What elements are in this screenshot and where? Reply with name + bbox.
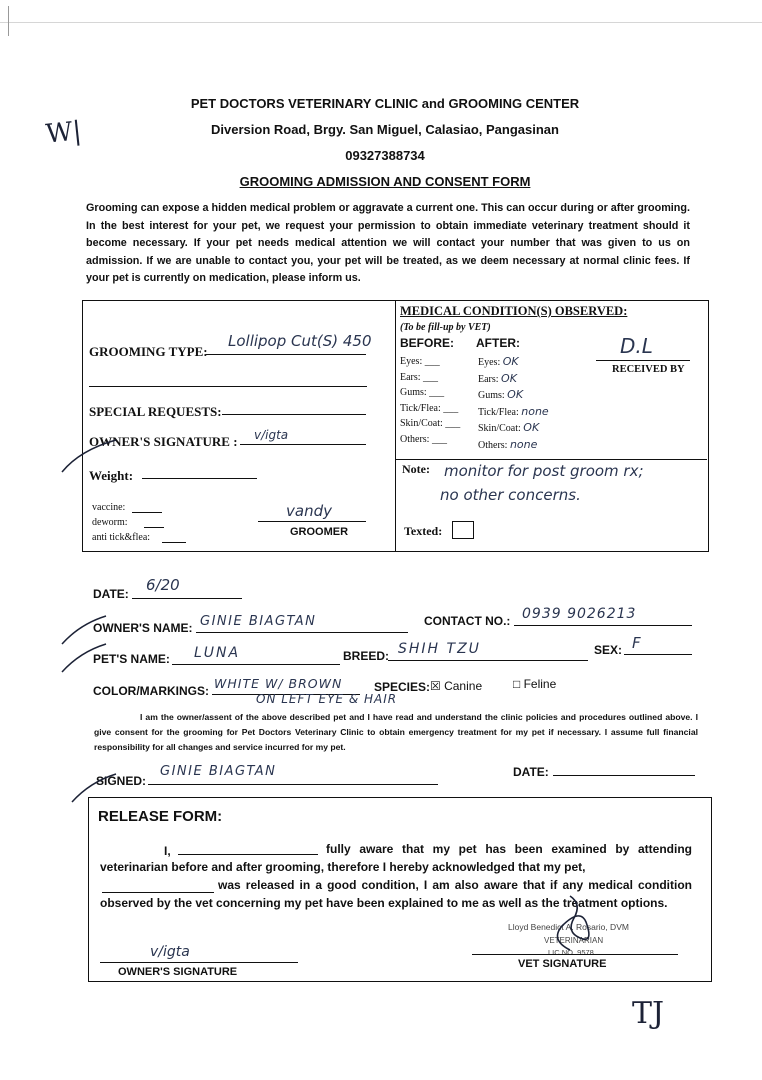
pets-name-check (60, 640, 110, 676)
after-item: Gums: OK (478, 388, 524, 401)
scan-edge-tick (8, 6, 9, 36)
before-item: Others: ___ (400, 433, 447, 445)
breed-line (388, 660, 588, 661)
grooming-type-value: Lollipop Cut(S) 450 (228, 332, 372, 350)
color-markings-value-2: ON LEFT EYE & HAIR (256, 692, 398, 706)
before-item: Skin/Coat: ___ (400, 418, 461, 429)
signed-date-line (553, 775, 695, 776)
sex-label: SEX: (594, 643, 623, 657)
received-by-label: RECEIVED BY (612, 364, 685, 375)
breed-label: BREED: (343, 649, 390, 663)
owners-signature-line (240, 444, 366, 445)
sex-value: F (632, 634, 641, 652)
grooming-type-label: GROOMING TYPE: (89, 344, 208, 359)
anti-tick-label: anti tick&flea: (92, 532, 151, 543)
contact-line (514, 625, 692, 626)
margin-mark-top-left: W| (44, 116, 83, 150)
margin-mark-bottom-right: TJ (632, 996, 665, 1031)
after-item: Eyes: OK (478, 355, 519, 368)
vet-signature-scribble (540, 888, 610, 958)
owners-signature-label: OWNER'S SIGNATURE : (89, 434, 238, 449)
before-label: BEFORE: (400, 336, 454, 350)
date-value: 6/20 (146, 576, 180, 594)
release-form-title: RELEASE FORM: (98, 808, 223, 825)
release-owner-signature-label: OWNER'S SIGNATURE (118, 966, 238, 978)
grooming-type-line-2 (89, 386, 367, 387)
after-item: Tick/Flea: none (478, 404, 549, 418)
before-item: Eyes: ___ (400, 356, 440, 367)
release-text-part3: was released in a good condition, I am also aware that if any medical condition observed by the vet concerning my pet have been explained to me as well as the treatment options. (100, 878, 692, 910)
after-label: AFTER: (476, 336, 520, 350)
pets-name-label: PET'S NAME: (93, 652, 170, 666)
sex-line (624, 654, 692, 655)
vet-signature-label: VET SIGNATURE (518, 958, 607, 970)
before-item: Tick/Flea: ___ (400, 402, 459, 414)
pets-name-value: LUNA (194, 645, 241, 661)
after-item: Ears: OK (478, 371, 517, 385)
release-owner-signature-value: v/igta (150, 944, 190, 960)
signed-value: GINIE BIAGTAN (160, 764, 277, 779)
owners-name-line (196, 632, 408, 633)
texted-checkbox[interactable] (452, 521, 474, 539)
color-markings-value-1: WHITE W/ BROWN (214, 676, 343, 691)
note-line-1: monitor for post groom rx; (444, 462, 644, 480)
before-item: Ears: ___ (400, 371, 439, 383)
clinic-name: PET DOCTORS VETERINARY CLINIC and GROOMING CENTER (190, 96, 580, 111)
clinic-phone: 09327388734 (345, 148, 425, 163)
note-label: Note: (402, 462, 430, 476)
medical-title: MEDICAL CONDITION(S) OBSERVED: (400, 304, 628, 318)
special-requests-line (222, 414, 366, 415)
after-list (478, 354, 549, 453)
contact-label: CONTACT NO.: (424, 614, 511, 628)
species-label: SPECIES: (374, 680, 431, 694)
weight-line (142, 478, 257, 479)
deworm-label: deworm: (92, 517, 128, 528)
after-item: Others: none (478, 437, 538, 451)
before-list (400, 354, 460, 447)
pets-name-line (172, 664, 340, 665)
owners-name-value: GINIE BIAGTAN (200, 614, 317, 629)
scan-edge-line (0, 22, 762, 23)
vet-signature-line (472, 954, 678, 955)
groomer-label: GROOMER (290, 526, 349, 538)
release-owner-signature-line (100, 962, 298, 963)
form-title: GROOMING ADMISSION AND CONSENT FORM (239, 174, 531, 189)
vaccine-line (132, 512, 162, 513)
weight-label: Weight: (89, 468, 134, 483)
breed-value: SHIH TZU (398, 641, 481, 657)
before-item: Gums: ___ (400, 387, 445, 398)
grooming-type-line (206, 354, 366, 355)
anti-tick-line (162, 542, 186, 543)
note-line-2: no other concerns. (440, 486, 581, 504)
medical-subtitle: (To be fill-up by VET) (400, 322, 491, 333)
release-text-part2: fully aware that my pet has been examined by attending veterinarian before and after grooming, therefore I hereby acknowledged that my pet, (100, 842, 692, 874)
clinic-address: Diversion Road, Brgy. San Miguel, Calasiao, Pangasinan (211, 122, 559, 137)
owners-signature-value: v/igta (254, 428, 289, 442)
signed-line (148, 784, 438, 785)
box-divider (395, 300, 396, 552)
after-item: Skin/Coat: OK (478, 421, 540, 434)
consent-text: I am the owner/assent of the above described pet and I have read and understand the clinic policies and procedures outlined above. I give consent for the grooming for Pet Doctors Veterinary Clinic to obtain emergency treatment for my pet if necessary. I assume full financial responsibility for all changes and service incurred for my pet. (94, 712, 698, 752)
received-by-initials: D.L (620, 334, 653, 358)
vaccine-label: vaccine: (92, 502, 126, 513)
vet-stamp-name: Lloyd Benedict A. Rosario, DVM (508, 922, 629, 932)
texted-label: Texted: (404, 524, 443, 538)
date-line (132, 598, 242, 599)
signed-date-label: DATE: (513, 765, 549, 779)
groomer-signature: vandy (286, 502, 332, 520)
received-by-line (596, 360, 690, 361)
release-text-i: I, (164, 844, 171, 858)
color-markings-label: COLOR/MARKINGS: (93, 684, 209, 698)
groomer-line (258, 521, 366, 522)
signed-label: SIGNED: (96, 774, 147, 788)
contact-value: 0939 9026213 (522, 606, 637, 622)
species-feline[interactable]: □ Feline (513, 677, 557, 691)
special-requests-label: SPECIAL REQUESTS: (89, 404, 222, 419)
vet-stamp-title: VETERINARIAN (544, 936, 604, 945)
box-inner-divider (395, 459, 707, 460)
deworm-line (144, 527, 164, 528)
date-label: DATE: (93, 587, 129, 601)
owners-name-label: OWNER'S NAME: (93, 621, 193, 635)
species-canine[interactable]: ☒ Canine (430, 679, 483, 693)
intro-paragraph: Grooming can expose a hidden medical problem or aggravate a current one. This can occur during or after grooming. In the best interest for your pet, we request your permission to obtain immediate veterinary treatment should it become necessary. If your pet needs medical attention we will contact your number that was given to us on admission. If we are unable to contact you, your pet will be treated, as we deem necessary at normal clinic fees. If your pet is currently on medication, please inform us. (86, 202, 690, 284)
vet-stamp-lic: LIC NO. 9578 (548, 948, 594, 957)
